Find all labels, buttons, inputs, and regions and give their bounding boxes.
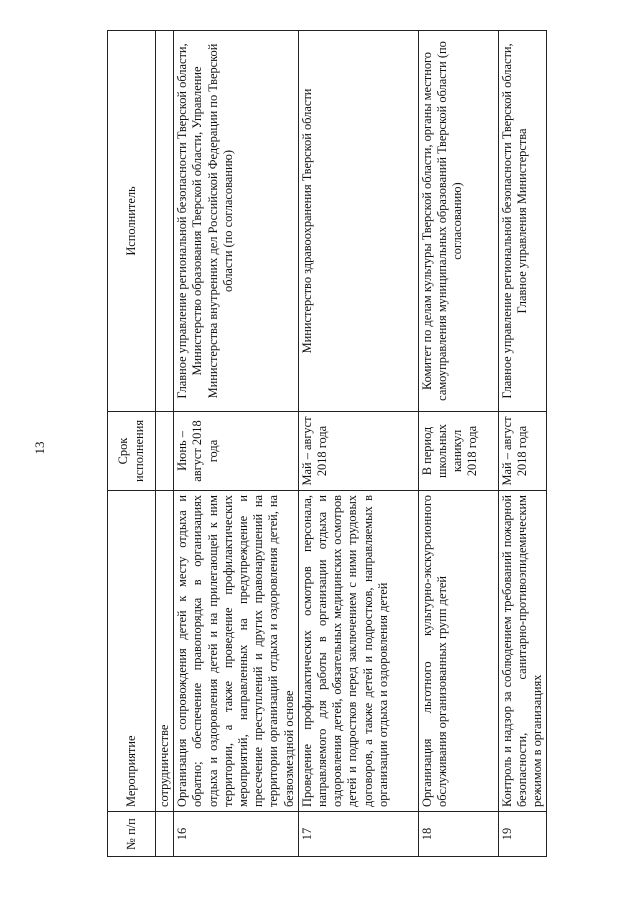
row-executor: Министерство здравоохранения Тверской области bbox=[298, 31, 418, 412]
table-row bbox=[156, 31, 174, 857]
page-number: 13 bbox=[32, 441, 47, 455]
row-num: 16 bbox=[174, 812, 299, 857]
row-activity: Организация льготного культурно-экскурсионного обслуживания организованных групп детей bbox=[418, 491, 498, 812]
row-term: В период школьных каникул 2018 года bbox=[418, 412, 498, 491]
row-term: Май – август 2018 года bbox=[298, 412, 418, 491]
row-term: Май – август 2018 года bbox=[498, 412, 547, 491]
rotated-table-container bbox=[107, 41, 545, 857]
header-executor: Исполнитель bbox=[108, 31, 156, 412]
header-activity: Мероприятие bbox=[108, 491, 156, 812]
table-row bbox=[174, 31, 299, 857]
row-term: Июнь – август 2018 года bbox=[174, 412, 299, 491]
header-num: № п/п bbox=[108, 812, 156, 857]
row-num: 19 bbox=[498, 812, 547, 857]
header-term: Срок исполнения bbox=[108, 412, 156, 491]
row-executor: Главное управление региональной безопасности Тверской области, Министерство образования Тверской области, Управление Министерства внутренних дел Российской Федерации по Тверской области (по согласованию) bbox=[174, 31, 299, 412]
table-row bbox=[298, 31, 418, 857]
table-cell bbox=[156, 412, 174, 491]
row-num: 17 bbox=[298, 812, 418, 857]
row-num: 18 bbox=[418, 812, 498, 857]
continuation-text: сотрудничестве bbox=[156, 491, 174, 812]
table-cell bbox=[156, 812, 174, 857]
row-activity: Организация сопровождения детей к месту отдыха и обратно; обеспечение правопорядка в организациях отдыха и оздоровления детей и на прилегающей к ним территории, а также проведение профилактических мероприятий, направленных на предупреждение и пресечение преступлений и других правонарушений на территории организаций отдыха и оздоровления детей, на безвозмездной основе bbox=[174, 491, 299, 812]
row-activity: Контроль и надзор за соблюдением требований пожарной безопасности, санитарно-противоэпидемическим режимом в организациях bbox=[498, 491, 547, 812]
activities-table bbox=[107, 30, 547, 857]
table-row bbox=[418, 31, 498, 857]
table-cell bbox=[156, 31, 174, 412]
table-header-row bbox=[108, 31, 156, 857]
row-executor: Главное управление региональной безопасности Тверской области, Главное управления Министерства bbox=[498, 31, 547, 412]
table-row bbox=[498, 31, 547, 857]
row-executor: Комитет по делам культуры Тверской области, органы местного самоуправления муниципальных образований Тверской области (по согласованию) bbox=[418, 31, 498, 412]
row-activity: Проведение профилактических осмотров персонала, направляемого для работы в организации отдыха и оздоровления детей, обязательных медицинских осмотров детей и подростков перед заключением с ними трудовых договоров, а также детей и подростков, направляемых в организации отдыха и оздоровления детей bbox=[298, 491, 418, 812]
